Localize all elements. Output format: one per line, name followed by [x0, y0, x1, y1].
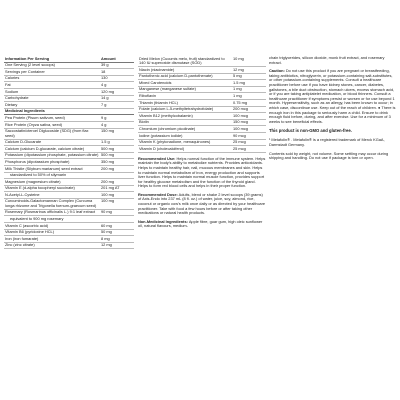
row-label: Fat	[4, 82, 100, 89]
row-amount: 1.5 g	[100, 139, 134, 146]
row-amount: 8 mg	[100, 236, 134, 243]
row-amount: 60 mg	[100, 223, 134, 230]
row-label: Calcium (calcium D-glucarate, calcium citrate)	[4, 146, 100, 153]
row-amount	[100, 172, 134, 179]
table-row	[4, 62, 134, 69]
row-label: Pantothenic acid (calcium D-pantothenate)	[138, 73, 232, 80]
table-row	[4, 139, 134, 146]
recommended-dose-title: Recommended Dose:	[138, 191, 178, 197]
row-label: standardized to 50% of silymarin	[4, 172, 100, 179]
row-amount: 9 g	[100, 115, 134, 122]
table-row	[4, 192, 134, 199]
table-row	[138, 80, 266, 87]
row-label: Milk Thistle (Silybum marianum) seed extract	[4, 165, 100, 172]
column-1	[4, 56, 134, 249]
row-amount: 100 mg	[100, 198, 134, 209]
row-amount: 200 mcg	[232, 106, 266, 113]
row-amount: 350 mg	[100, 159, 134, 166]
row-label: Phosphorus (dipotassium phosphate)	[4, 159, 100, 166]
row-label: Potassium (dipotassium phosphate, potassium citrate)	[5, 152, 99, 158]
table-row	[4, 146, 134, 153]
table-row	[4, 128, 134, 139]
row-amount: 18	[100, 69, 134, 76]
row-label: One Serving (2 level scoops)	[4, 62, 100, 69]
row-label: Saccostatin/cteroel Diglucoside (SDG) (from flax seed)	[4, 128, 100, 139]
row-amount: 500 mg	[100, 146, 134, 153]
row-amount: 25 mcg	[232, 139, 266, 146]
table-row	[4, 115, 134, 122]
row-amount: 100 mcg	[232, 126, 266, 133]
caution-text: Do not use this product if you are pregnant or breastfeeding, taking antibiotics, nitroglycerin, or potassium-containing salt-substitutes, or other potassium-containing supplements. Consult a healthcare practitioner before use if you have kidney stones, cancer, diabetes, gallstones, a bile duct obstruction, stomach ulcers, excess stomach acid, or if you are taking antiplatelet medication, or blood thinners. Consult a healthcare practitioner if symptoms persist or worsen or for use beyond 1 month. Hypersensitivity, such as an allergy, has been known to occur; in which case, discontinue use. Keep out of the reach of children. ● There is enough iron in this package to seriously harm a child. Ensure to drink enough fluid before, during, and after exercise. Use for a minimum of 3 weeks to see beneficial effects.	[269, 68, 396, 124]
gmo-statement: This product is non-GMO and gluten-free.	[269, 128, 352, 134]
row-label: Folate (calcium L-5-methyltetrahydrofolate)	[138, 106, 232, 113]
row-label: Dietary	[4, 102, 100, 109]
row-label: N-Acetyl-L-Cysteine	[4, 192, 100, 199]
row-label: Chromium (chromium picolinate)	[138, 126, 232, 133]
row-label: Vitamin K (phytonadione, menaquinones)	[138, 139, 232, 146]
row-amount: 100 mcg	[232, 113, 266, 120]
row-label: Vitamin D (cholecalciferol)	[138, 146, 232, 153]
row-label: Dried Melon (Cucumis melo, fruit) standardized to 140 IU superoxide dismutase (SOD)	[138, 56, 232, 67]
row-label: Vitamin C (ascorbic acid)	[4, 223, 100, 230]
row-amount: 120 mg	[100, 88, 134, 95]
row-amount: 12 mg	[100, 242, 134, 249]
table-row	[4, 198, 134, 209]
table-row	[138, 113, 266, 120]
section-row	[4, 108, 134, 115]
ingredient-table-continued	[138, 56, 266, 153]
row-amount: 500 mg	[100, 152, 134, 159]
table-row	[4, 152, 134, 159]
row-amount: 100 mg	[100, 192, 134, 199]
non-medicinal-paragraph	[138, 220, 266, 229]
row-amount: 130	[100, 75, 134, 82]
row-amount: 201 mg AT	[100, 185, 134, 192]
row-amount: 39 g	[100, 62, 134, 69]
row-label: Calcium D-Glucarate	[4, 139, 100, 146]
recommended-use-text: Helps normal function of the immune system. Helps maintain the body's ability to metabolize nutrients. Provides antioxidants. Helps to maintain healthy hair, nail, mucous membranes and skin. Helps to maintain normal metabolism of iron, energy production and supports liver function. Helps to maintain normal muscle function, provides support for healthy glucose metabolism and the function of the thyroid gland. Helps to form red blood cells and helps in their proper function.	[138, 155, 266, 189]
table-row	[4, 88, 134, 95]
nutrition-table	[4, 56, 134, 249]
table-row	[4, 121, 134, 128]
row-amount: 7 g	[100, 102, 134, 109]
row-label: Manganese (manganese sulfate)	[138, 86, 232, 93]
table-row	[4, 209, 134, 216]
table-row	[4, 242, 134, 249]
row-label: Iron (iron fumarate)	[4, 236, 100, 243]
row-label: Carbohydrate	[4, 95, 100, 102]
table-row	[138, 146, 266, 153]
table-row	[4, 236, 134, 243]
table-row	[138, 93, 266, 100]
column-3	[269, 56, 397, 165]
table-row	[4, 69, 134, 76]
table-row	[4, 82, 134, 89]
table-row	[138, 106, 266, 113]
row-amount: 200 mg	[100, 179, 134, 186]
recommended-use-paragraph	[138, 157, 266, 189]
table-row	[4, 165, 134, 172]
nutrition-table-body	[4, 56, 134, 249]
row-amount: 5 mg	[232, 73, 266, 80]
row-amount	[100, 216, 134, 223]
table-row	[4, 216, 134, 223]
row-amount: 200 mg	[100, 165, 134, 172]
caution-title: Caution:	[269, 68, 285, 74]
row-label: Rice Protein (Oryza sativa, seed)	[4, 121, 100, 128]
table-row	[4, 179, 134, 186]
table-row	[138, 119, 266, 126]
row-label: Magnesium (magnesium citrate)	[4, 179, 100, 186]
table-row	[138, 126, 266, 133]
table-row	[4, 185, 134, 192]
row-label: Sodium	[4, 88, 100, 95]
row-amount: 1.5 mg	[232, 80, 266, 87]
row-amount: 90 mcg	[232, 132, 266, 139]
row-label: Rosemary (Rosmarinus officinalis L.) 9:1 leaf extract	[4, 209, 100, 216]
row-label: Zinc (zinc citrate)	[4, 242, 100, 249]
table-row	[138, 67, 266, 74]
non-medicinal-text: Apple fibre, guar gum, high oleic sunflower oil, natural flavours, medium-	[138, 218, 263, 229]
row-label: Vitamin B6 (pyridoxine HCL)	[4, 229, 100, 236]
table-row	[138, 99, 266, 106]
row-label: Pea Protein (Pisum sativum, seed)	[4, 115, 100, 122]
caution-paragraph	[269, 69, 397, 124]
ingredient-table-continued-body	[138, 56, 266, 152]
table-row	[4, 95, 134, 102]
row-amount: 4 g	[100, 82, 134, 89]
row-label: Thiamin (thiamin HCL)	[138, 99, 232, 106]
table-row	[138, 139, 266, 146]
trademark-note: ¹ Metafolin® . Metafolin® is a registered trademark of Merck KGaA, Darmstadt Germany.	[269, 137, 385, 147]
recommended-dose-paragraph	[138, 193, 266, 216]
column-2	[138, 56, 266, 233]
row-label: Servings per Container	[4, 69, 100, 76]
table-row	[138, 86, 266, 93]
recommended-use-title: Recommended Use:	[138, 155, 176, 161]
header-label: Information Per Serving	[4, 56, 100, 62]
non-medicinal-continued: chain triglycerides, silicon dioxide, monk fruit extract, and rosemary extract.	[269, 55, 385, 65]
table-row	[4, 159, 134, 166]
table-row	[138, 56, 266, 67]
row-amount: 4 g	[100, 121, 134, 128]
row-label: Niacin (niacinamide)	[138, 67, 232, 74]
table-row	[4, 102, 134, 109]
row-amount: 90 mg	[100, 209, 134, 216]
row-amount: 50 mg	[100, 229, 134, 236]
row-label: Vitamin E (d-alpha tocopheryl succinate)	[4, 185, 100, 192]
table-row	[4, 75, 134, 82]
row-label: Riboflavin	[138, 93, 232, 100]
non-medicinal-title: Non-Medicinal Ingredients:	[138, 218, 188, 224]
section-title: Medicinal Ingredients	[4, 108, 134, 115]
row-amount: 0.75 mg	[232, 99, 266, 106]
row-label: Calories	[4, 75, 100, 82]
row-amount: 1 mg	[232, 93, 266, 100]
row-label: Iodine (potassium iodide)	[138, 132, 232, 139]
row-amount: 12 mg	[232, 67, 266, 74]
row-amount: 1 mg	[232, 86, 266, 93]
row-amount: 150 mg	[100, 128, 134, 139]
row-label: Curcuminoids-Galactomannan Complex (Curcuma longa rhizome and Trigonella foenum-graecum seed)	[4, 198, 100, 209]
row-label: equivalent to 900 mg rosemary	[4, 216, 100, 223]
row-label: Vitamin B12 (methylcobalamin)	[138, 113, 232, 120]
row-amount: 150 mcg	[232, 119, 266, 126]
row-amount: 14 g	[100, 95, 134, 102]
table-row	[4, 229, 134, 236]
table-row	[4, 223, 134, 230]
row-amount: 25 mcg	[232, 146, 266, 153]
row-amount: 10 mg	[232, 56, 266, 67]
contents-note: Contents sold by weight, not volume. Some settling may occur during shipping and handling. Do not use if package is torn or open.	[269, 150, 389, 161]
table-row	[138, 132, 266, 139]
header-amount: Amount	[100, 56, 134, 62]
table-row	[4, 172, 134, 179]
recommended-dose-text: Adults, blend or shake 2 level scoops (39 grams) of Axis-Endo into 237 mL (8 fl. oz.) of water, juice, soy, almond, rice, coconut or organic cow's milk once daily or as directed by your healthcare practitioner. Take with food a few hours before or after taking other medications or natural health products.	[138, 191, 266, 216]
row-label: Biotin	[138, 119, 232, 126]
table-row	[138, 73, 266, 80]
row-label: Mixed Carotenoids	[138, 80, 232, 87]
